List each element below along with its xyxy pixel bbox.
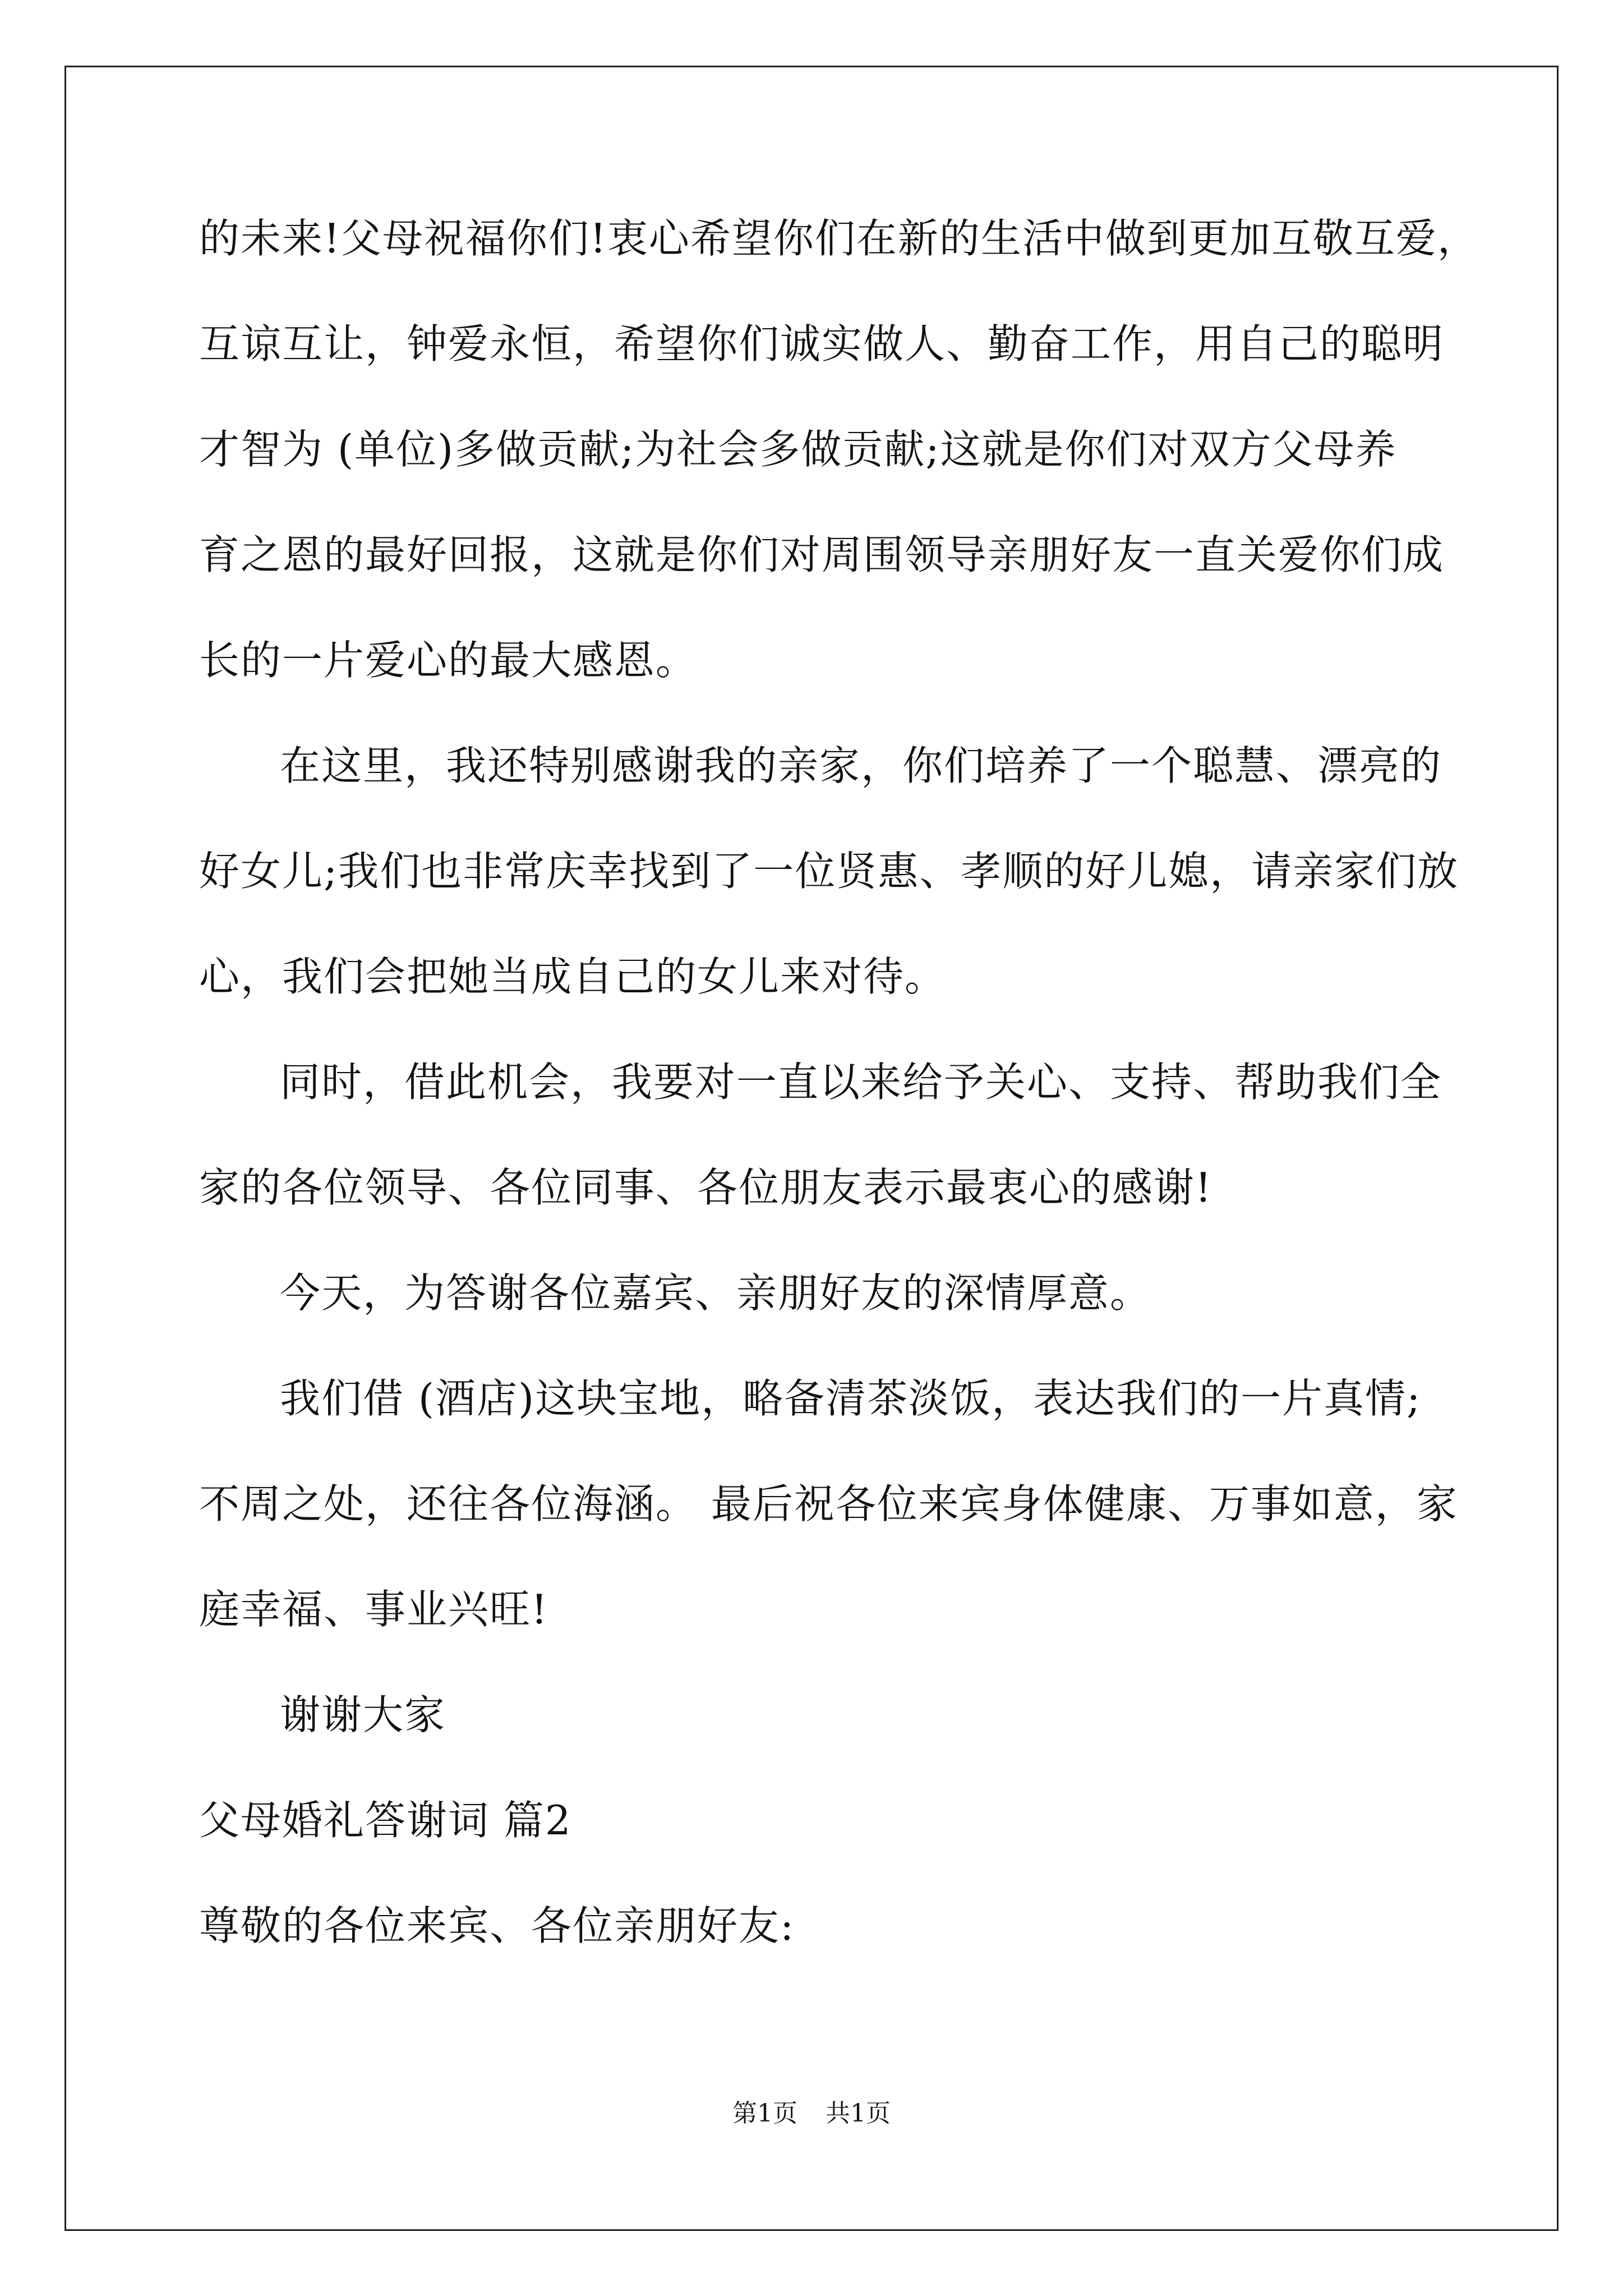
section-heading: 父母婚礼答谢词 篇2	[199, 1797, 572, 1844]
text-line: 长的一片爱心的最大感恩。	[199, 637, 698, 684]
text-line: 互谅互让，钟爱永恒，希望你们诚实做人、勤奋工作，用自己的聪明	[199, 320, 1445, 367]
text-line: 不周之处，还往各位海涵。 最后祝各位来宾身体健康、万事如意，家	[199, 1480, 1458, 1527]
paragraph-start-line: 在这里，我还特别感谢我的亲家，你们培养了一个聪慧、漂亮的	[280, 742, 1442, 789]
text-line: 好女儿;我们也非常庆幸找到了一位贤惠、孝顺的好儿媳，请亲家们放	[199, 848, 1459, 895]
page-number-total: 共1页	[826, 2099, 891, 2128]
paragraph-start-line: 我们借 (酒店)这块宝地，略备清茶淡饭，表达我们的一片真情;	[280, 1375, 1422, 1422]
text-line: 心，我们会把她当成自己的女儿来对待。	[199, 953, 947, 1000]
text-line: 才智为 (单位)多做贡献;为社会多做贡献;这就是你们对双方父母养	[199, 426, 1397, 473]
page-number-current: 第1页	[732, 2099, 797, 2128]
salutation-line: 尊敬的各位来宾、各位亲朋好友:	[199, 1902, 795, 1949]
text-line: 庭幸福、事业兴旺!	[199, 1586, 548, 1633]
paragraph-start-line: 今天，为答谢各位嘉宾、亲朋好友的深情厚意。	[280, 1269, 1152, 1317]
closing-line: 谢谢大家	[280, 1691, 446, 1738]
text-line: 的未来!父母祝福你们!衷心希望你们在新的生活中做到更加互敬互爱，	[199, 215, 1479, 262]
page-footer	[0, 2097, 1623, 2131]
paragraph-start-line: 同时，借此机会，我要对一直以来给予关心、支持、帮助我们全	[280, 1059, 1442, 1106]
text-line: 育之恩的最好回报，这就是你们对周围领导亲朋好友一直关爱你们成	[199, 531, 1445, 578]
text-line: 家的各位领导、各位同事、各位朋友表示最衷心的感谢!	[199, 1164, 1212, 1211]
